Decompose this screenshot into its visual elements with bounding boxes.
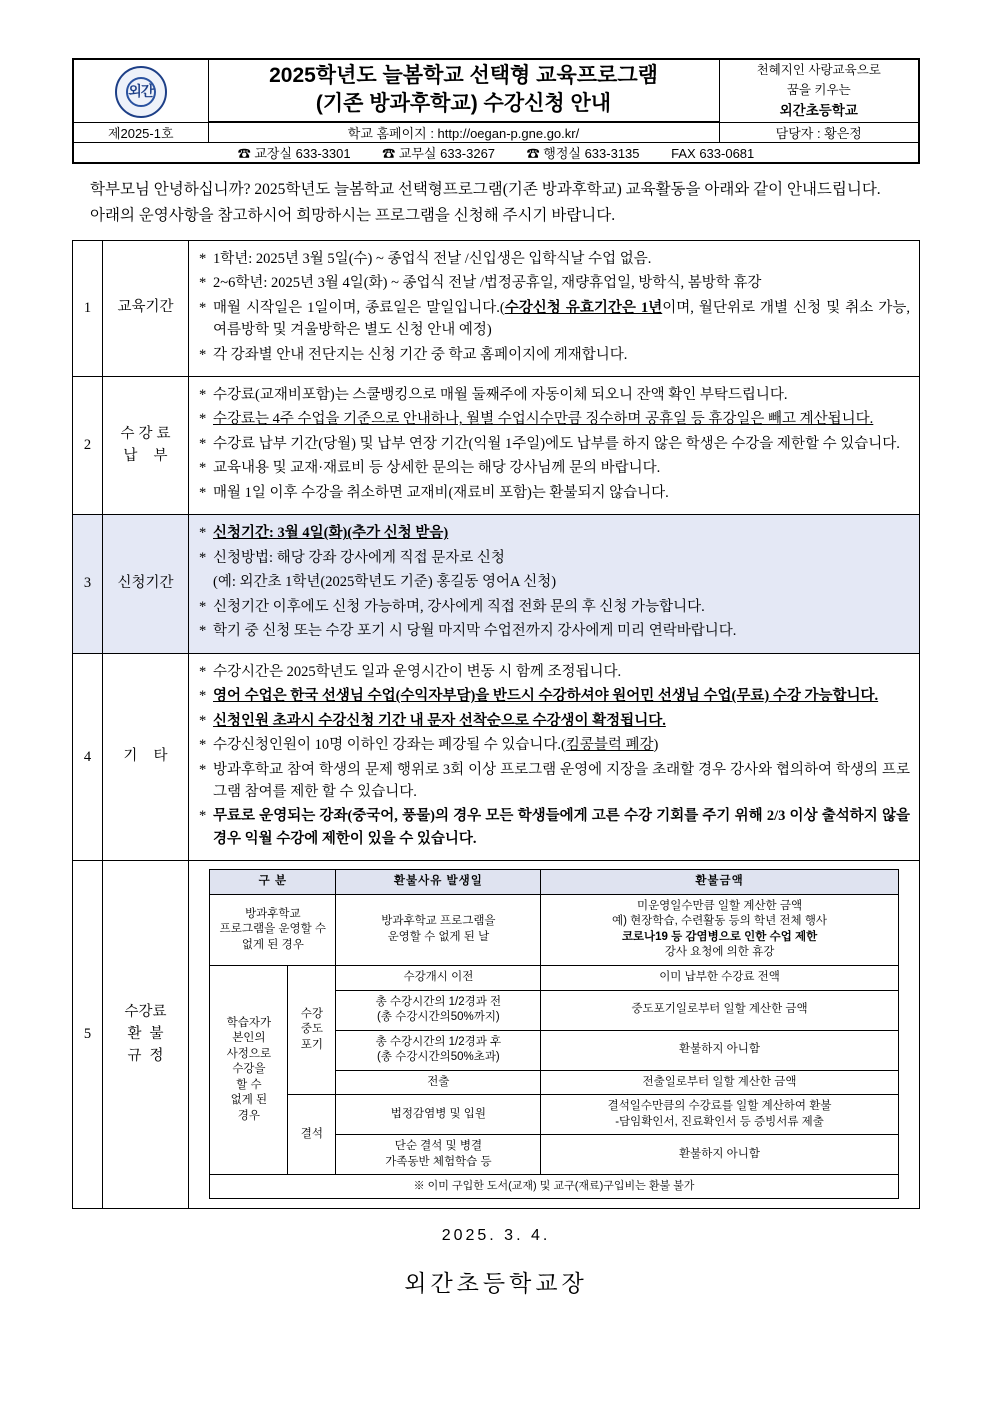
refund-col-division: 구 분 [210, 870, 336, 895]
list-item: * 매월 1일 이후 수강을 취소하면 교재비(재료비 포함)는 환불되지 않습니다. [198, 482, 910, 504]
list-item: * 2~6학년: 2025년 3월 4일(화) ~ 종업식 전날 /법정공휴일, 재량휴업일, 방학식, 봄방학 휴강 [198, 272, 910, 294]
list-item: * 무료로 운영되는 강좌(중국어, 풍물)의 경우 모든 학생들에게 고른 수강 기회를 주기 위해 2/3 이상 출석하지 않을 경우 익월 수강에 제한이 있을 수 있습니다. [198, 805, 910, 850]
refund-note: ※ 이미 구입한 도서(교재) 및 교구(재료)구입비는 환불 불가 [210, 1175, 898, 1199]
refund-case-2-label: 학습자가 본인의 사정으로 수강을 할 수 없게 된 경우 [210, 965, 288, 1174]
refund-table [209, 869, 898, 1199]
school-homepage[interactable]: 학교 홈페이지 : http://oegan-p.gne.go.kr/ [208, 122, 719, 142]
list-item: * 1학년: 2025년 3월 5일(수) ~ 종업식 전날 /신입생은 입학식날 수업 없음. [198, 248, 910, 270]
refund-subcase-giveup: 수강 중도 포기 [288, 965, 336, 1094]
list-item: * 각 강좌별 안내 전단지는 신청 기간 중 학교 홈페이지에 게재합니다. [198, 344, 910, 366]
list-item: * 매월 시작일은 1일이며, 종료일은 말일입니다.(수강신청 유효기간은 1년이며, 월단위로 개별 신청 및 취소 가능, 여름방학 및 겨울방학은 별도 신청 안내 예정) [198, 297, 910, 342]
table-row [73, 376, 920, 514]
phone-principal: ☎ 교장실 633-3301 [237, 145, 351, 161]
list-item: * 신청기간: 3월 4일(화)(추가 신청 받음) [198, 522, 910, 544]
contact-row [73, 142, 919, 163]
refund-amount: 이미 납부한 수강료 전액 [541, 965, 898, 990]
table-row [73, 653, 920, 861]
refund-reason: 전출 [336, 1070, 541, 1095]
row-content [189, 515, 920, 653]
intro-paragraph-1: 학부모님 안녕하십니까? 2025학년도 늘봄학교 선택형프로그램(기존 방과후학교) 교육활동을 아래와 같이 안내드립니다. [90, 180, 881, 198]
refund-subcase-absence: 결석 [288, 1095, 336, 1175]
list-item: * 수강시간은 2025학년도 일과 운영시간이 변동 시 함께 조정됩니다. [198, 661, 910, 683]
refund-col-reason-date: 환불사유 발생일 [336, 870, 541, 895]
refund-reason: 단순 결석 및 병결 가족동반 체험학습 등 [336, 1135, 541, 1175]
refund-amount: 전출일로부터 일할 계산한 금액 [541, 1070, 898, 1095]
row-number: 3 [73, 515, 103, 653]
table-row [73, 861, 920, 1209]
list-item: * 수강료 납부 기간(당월) 및 납부 연장 기간(익월 1주일)에도 납부를 하지 않은 학생은 수강을 제한할 수 있습니다. [198, 433, 910, 455]
row-category: 수강료 환 불 규 정 [103, 861, 189, 1209]
list-item: * 수강신청인원이 10명 이하인 강좌는 폐강될 수 있습니다.(킴콩블럭 폐강) [198, 734, 910, 756]
phone-academic: ☎ 교무실 633-3267 [382, 145, 496, 161]
amount-line-1: 미운영일수만큼 일할 계산한 금액 [636, 899, 803, 912]
list-item: * 신청기간 이후에도 신청 가능하며, 강사에게 직접 전화 문의 후 신청 가능합니다. [198, 596, 910, 618]
row-category: 교육기간 [103, 240, 189, 376]
refund-case-1-amount [541, 894, 898, 965]
emblem-text: 외간 [128, 82, 154, 99]
row-content [189, 240, 920, 376]
intro-paragraph-2: 아래의 운영사항을 참고하시어 희망하시는 프로그램을 신청해 주시기 바랍니다. [90, 206, 616, 224]
slogan-line-1: 천혜지인 사랑교육으로 [756, 63, 881, 77]
amount-line-4: 강사 요청에 의한 휴강 [664, 946, 775, 959]
list-item: * 교육내용 및 교재·재료비 등 상세한 문의는 해당 강사님께 문의 바랍니다. [198, 457, 910, 479]
refund-amount: 결석일수만큼의 수강료를 일할 계산하여 환불 -담임확인서, 진료확인서 등 증빙서류 제출 [541, 1095, 898, 1135]
row-category: 신청기간 [103, 515, 189, 653]
list-item: * 수강료(교재비포함)는 스쿨뱅킹으로 매월 둘째주에 자동이체 되오니 잔액 확인 부탁드립니다. [198, 384, 910, 406]
row-number: 5 [73, 861, 103, 1209]
list-item: * 신청방법: 해당 강좌 강사에게 직접 문자로 신청 [198, 547, 910, 569]
amount-line-2: 예) 현장학습, 수련활동 등의 학년 전체 행사 [612, 915, 828, 928]
refund-reason: 총 수강시간의 1/2경과 후 (총 수강시간의50%초과) [336, 1030, 541, 1070]
list-item: * 신청인원 초과시 수강신청 기간 내 문자 선착순으로 수강생이 확정됩니다. [198, 710, 910, 732]
title-line-1: 2025학년도 늘봄학교 선택형 교육프로그램 [269, 63, 658, 87]
refund-amount: 중도포기일로부터 일할 계산한 금액 [541, 990, 898, 1030]
row-number: 4 [73, 653, 103, 861]
row-content [189, 376, 920, 514]
table-row [73, 515, 920, 653]
title-line-2: (기존 방과후학교) 수강신청 안내 [315, 92, 612, 116]
refund-case-1-reason: 방과후학교 프로그램을 운영할 수 없게 된 날 [336, 894, 541, 965]
guidelines-table [72, 240, 920, 1209]
refund-amount: 환불하지 아니함 [541, 1030, 898, 1070]
table-row [210, 894, 898, 965]
table-row [210, 1095, 898, 1135]
row-number: 1 [73, 240, 103, 376]
document-signature: 외간초등학교장 [404, 1269, 588, 1296]
letterhead [72, 58, 920, 164]
school-emblem-cell [73, 59, 208, 122]
document-title [208, 59, 719, 121]
refund-case-1-label: 방과후학교 프로그램을 운영할 수 없게 된 경우 [210, 894, 336, 965]
school-emblem-icon [115, 66, 167, 118]
document-number: 제2025-1호 [73, 122, 208, 142]
refund-header-row [210, 870, 898, 895]
table-row [73, 240, 920, 376]
refund-reason: 수강개시 이전 [336, 965, 541, 990]
document-date: 2025. 3. 4. [441, 1226, 551, 1244]
refund-amount: 환불하지 아니함 [541, 1135, 898, 1175]
row-content [189, 653, 920, 861]
list-item: * 수강료는 4주 수업을 기준으로 안내하나, 월별 수업시수만큼 징수하며 공휴일 등 휴강일은 빼고 계산됩니다. [198, 408, 910, 430]
row-number: 2 [73, 376, 103, 514]
intro-paragraphs [72, 178, 920, 228]
row-category: 수 강 료 납 부 [103, 376, 189, 514]
fax-number: FAX 633-0681 [671, 145, 755, 161]
person-in-charge: 담당자 : 황은정 [719, 122, 919, 142]
list-item: (예: 외간초 1학년(2025학년도 기준) 홍길동 영어A 신청) [213, 574, 557, 591]
list-item: * 방과후학교 참여 학생의 문제 행위로 3회 이상 프로그램 운영에 지장을 초래할 경우 강사와 협의하여 학생의 프로그램 참여를 제한 할 수 있습니다. [198, 759, 910, 804]
table-row [210, 1175, 898, 1199]
slogan-line-3: 외간초등학교 [779, 103, 858, 118]
list-item: * 영어 수업은 한국 선생님 수업(수익자부담)을 반드시 수강하셔야 원어민 선생님 수업(무료) 수강 가능합니다. [198, 685, 910, 707]
refund-reason: 총 수강시간의 1/2경과 전 (총 수강시간의50%까지) [336, 990, 541, 1030]
amount-line-3: 코로나19 등 감염병으로 인한 수업 제한 [621, 930, 818, 943]
refund-policy-cell [189, 861, 920, 1209]
refund-reason: 법정감염병 및 입원 [336, 1095, 541, 1135]
table-row [210, 965, 898, 990]
refund-col-amount: 환불금액 [541, 870, 898, 895]
slogan-line-2: 꿈을 키우는 [786, 83, 851, 97]
row-category: 기 타 [103, 653, 189, 861]
phone-admin: ☎ 행정실 633-3135 [526, 145, 640, 161]
list-item: * 학기 중 신청 또는 수강 포기 시 당월 마지막 수업전까지 강사에게 미리 연락바랍니다. [198, 620, 910, 642]
school-slogan [719, 59, 919, 122]
